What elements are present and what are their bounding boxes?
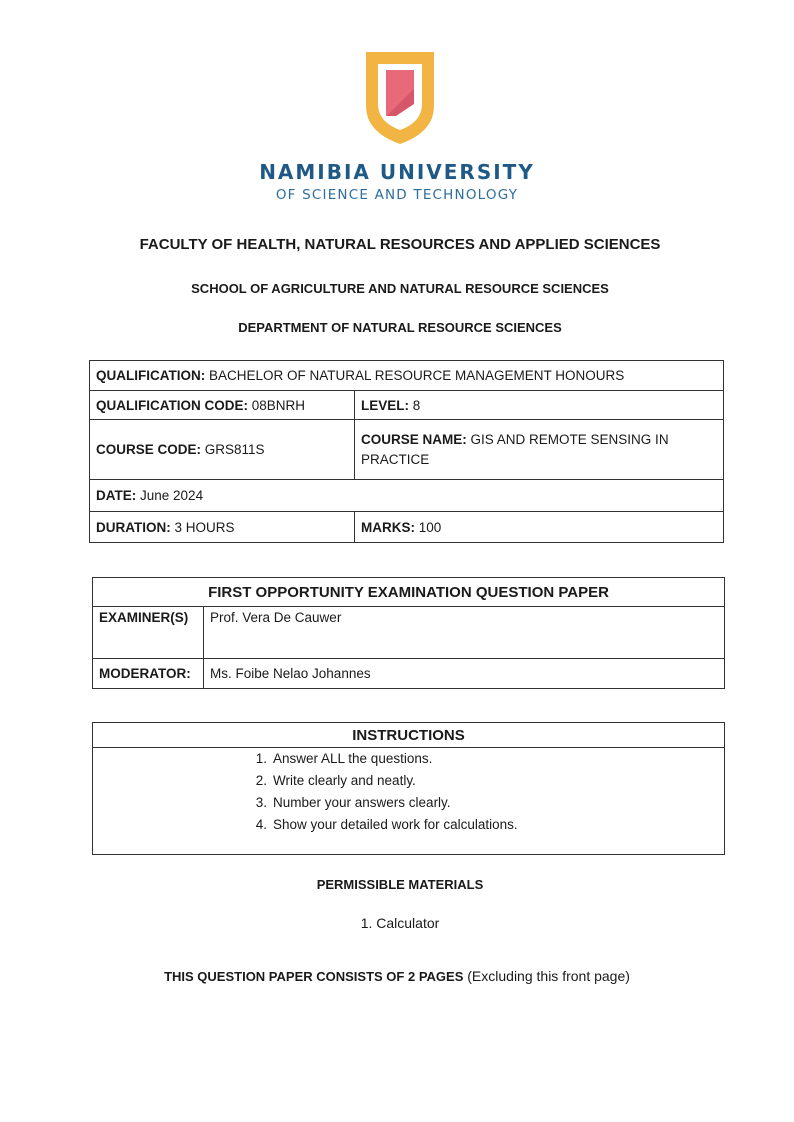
exam-info-table: [92, 577, 725, 689]
instruction-item: 2. Write clearly and neatly.: [255, 773, 416, 788]
level-label: LEVEL:: [361, 397, 410, 413]
faculty-heading: FACULTY OF HEALTH, NATURAL RESOURCES AND APPLIED SCIENCES: [139, 236, 661, 253]
duration-value: 3 HOURS: [174, 519, 235, 535]
date-cell: [90, 480, 724, 512]
page-count-bold: THIS QUESTION PAPER CONSISTS OF 2 PAGES: [164, 969, 464, 984]
page-count-note: [0, 968, 794, 984]
duration-cell: [90, 512, 355, 543]
course-name-label: COURSE NAME:: [361, 431, 467, 447]
course-code-cell: [90, 420, 355, 480]
level-cell: [355, 391, 724, 420]
examiner-label: EXAMINER(S): [93, 607, 204, 659]
marks-value: 100: [418, 519, 442, 535]
page-count-normal: (Excluding this front page): [467, 968, 630, 984]
instruction-item: 4. Show your detailed work for calculations.: [255, 817, 518, 832]
course-code-value: GRS811S: [204, 442, 265, 457]
moderator-value: Ms. Foibe Nelao Johannes: [204, 659, 725, 689]
date-value: June 2024: [140, 488, 204, 503]
university-name: NAMIBIA UNIVERSITY: [259, 160, 535, 184]
marks-cell: [355, 512, 724, 543]
marks-label: MARKS:: [361, 519, 415, 535]
department-heading: DEPARTMENT OF NATURAL RESOURCE SCIENCES: [238, 320, 562, 335]
date-label: DATE:: [96, 488, 137, 503]
course-info-table: [89, 360, 724, 543]
qualification-cell: [90, 361, 724, 391]
instructions-title: INSTRUCTIONS: [93, 723, 724, 748]
moderator-label: MODERATOR:: [93, 659, 204, 689]
course-code-label: COURSE CODE:: [96, 442, 202, 457]
instructions-list: [243, 749, 518, 837]
level-value: 8: [412, 397, 421, 413]
permissible-materials-item: 1. Calculator: [360, 915, 440, 931]
examiner-value: Prof. Vera De Cauwer: [204, 607, 725, 659]
instruction-item: 3. Number your answers clearly.: [255, 795, 451, 810]
course-name-value: GIS AND REMOTE SENSING IN PRACTICE: [361, 431, 669, 467]
university-subtitle: OF SCIENCE AND TECHNOLOGY: [275, 187, 519, 203]
qualification-code-cell: [90, 391, 355, 420]
qualification-code-label: QUALIFICATION CODE:: [96, 397, 248, 413]
permissible-materials-title: PERMISSIBLE MATERIALS: [316, 877, 484, 892]
qualification-label: QUALIFICATION:: [96, 368, 206, 383]
instruction-item: 1. Answer ALL the questions.: [255, 751, 433, 766]
qualification-code-value: 08BNRH: [251, 397, 306, 413]
school-heading: SCHOOL OF AGRICULTURE AND NATURAL RESOURCE SCIENCES: [191, 281, 609, 296]
university-logo: [356, 44, 444, 146]
exam-title: FIRST OPPORTUNITY EXAMINATION QUESTION PAPER: [93, 578, 725, 607]
duration-label: DURATION:: [96, 519, 171, 535]
qualification-value: BACHELOR OF NATURAL RESOURCE MANAGEMENT HONOURS: [209, 368, 625, 383]
course-name-cell: [355, 420, 724, 480]
instructions-box: [92, 722, 725, 855]
